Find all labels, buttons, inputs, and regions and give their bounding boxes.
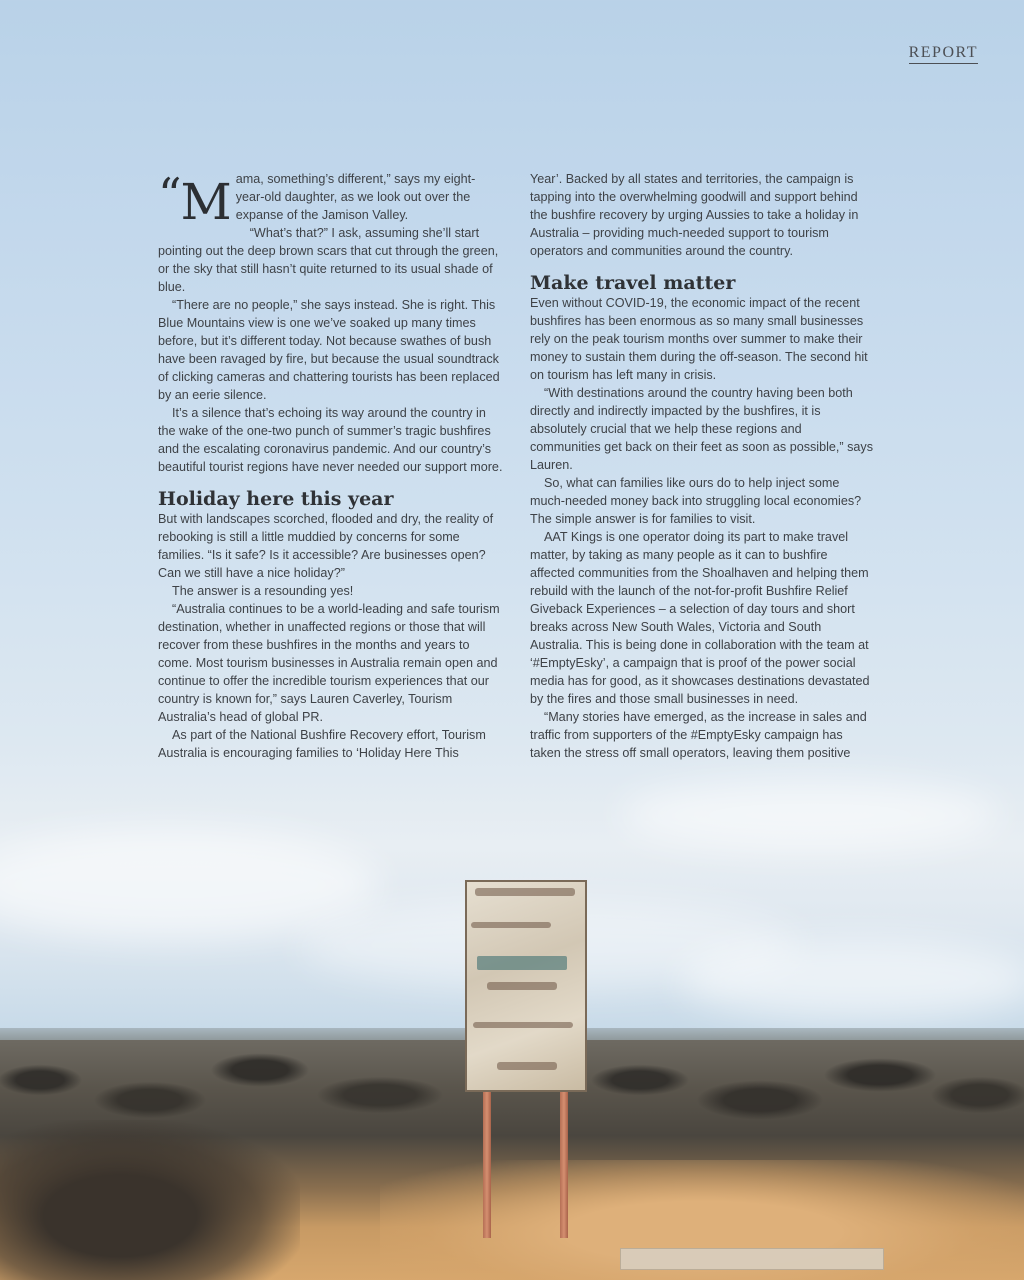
body-paragraph: Even without COVID-19, the economic impact of the recent bushfires has been enormous as so many small businesses rely on the peak tourism months over summer to make their money to sustain them during the off-season. The second hit on tourism has left many in crisis. (530, 296, 868, 382)
subheading-make-travel-matter: Make travel matter (530, 272, 736, 294)
body-paragraph: But with landscapes scorched, flooded and dry, the reality of rebooking is still a little muddied by concerns for some families. “Is it safe? Is it accessible? Are businesses open? Can we still have a nice holiday?” (158, 512, 494, 580)
body-paragraph: “Many stories have emerged, as the increase in sales and traffic from supporters of the #EmptyEsky campaign has taken the stress off small operators, leaving them positive (530, 710, 867, 760)
body-paragraph: Year’. Backed by all states and territories, the campaign is tapping into the overwhelming goodwill and support behind the bushfire recovery by urging Aussies to take a holiday in Australia – providing much-needed support to tourism operators and communities around the country. (530, 172, 859, 258)
body-paragraph: AAT Kings is one operator doing its part to make travel matter, by taking as many people as it can to bushfire affected communities from the Shoalhaven and helping them rebuild with the launch of the not-for-profit Bushfire Relief Giveback Experiences – a selection of day tours and short breaks across New South Wales, Victoria and South Australia. This is being done in collaboration with the team at ‘#EmptyEsky’, a campaign that is proof of the power social media has for good, as it showcases destinations devastated by the fires and those small businesses in need. (530, 530, 870, 706)
body-paragraph: It’s a silence that’s echoing its way around the country in the wake of the one-two punch of summer’s tragic bushfires and the escalating coronavirus pandemic. And our country’s beautiful tourist regions have never needed our support more. (158, 406, 503, 474)
subheading-holiday-here: Holiday here this year (158, 488, 394, 510)
cloud (680, 940, 1024, 1020)
fallen-board (620, 1248, 884, 1270)
body-paragraph: “What’s that?” I ask, assuming she’ll start pointing out the deep brown scars that cut through the green, or the sky that still hasn’t quite returned to its usual shade of blue. (158, 226, 499, 294)
burnt-bush (0, 1120, 300, 1280)
cloud (620, 780, 1000, 850)
body-paragraph: So, what can families like ours do to help inject some much-needed money back into struggling local economies? The simple answer is for families to visit. (530, 476, 862, 526)
body-paragraph: “There are no people,” she says instead. She is right. This Blue Mountains view is one we’ve soaked up many times before, but it’s different today. Not because swathes of bush have been ravaged by fire, but because the usual soundtrack of clicking cameras and chattering tourists has been replaced by an eerie silence. (158, 298, 500, 402)
body-paragraph: “With destinations around the country having been both directly and indirectly impacted by the bushfires, it is absolutely crucial that we help these regions and communities get back on their feet as soon as possible,” says Lauren. (530, 386, 874, 472)
article-column-left (158, 170, 503, 762)
sign-post-right (560, 1092, 568, 1238)
section-label: REPORT (909, 44, 978, 64)
body-paragraph: The answer is a resounding yes! (172, 584, 354, 598)
drop-cap: “M (158, 168, 230, 231)
article-column-right (530, 170, 875, 762)
sign-post-left (483, 1092, 491, 1238)
cloud (0, 830, 380, 940)
body-paragraph: “Australia continues to be a world-leading and safe tourism destination, whether in unaffected regions or those that will recover from these bushfires in the months and years to come. Most tourism businesses in Australia remain open and continue to offer the incredible tourism experiences that our country is known for,” says Lauren Caverley, Tourism Australia’s head of global PR. (158, 602, 500, 724)
intro-text: ama, something’s different,” says my eight-year-old daughter, as we look out over the expanse of the Jamison Valley. (235, 172, 476, 222)
intro-paragraph (158, 168, 503, 231)
body-paragraph: As part of the National Bushfire Recovery effort, Tourism Australia is encouraging families to ‘Holiday Here This (158, 728, 486, 760)
weathered-sign-board (465, 880, 587, 1092)
